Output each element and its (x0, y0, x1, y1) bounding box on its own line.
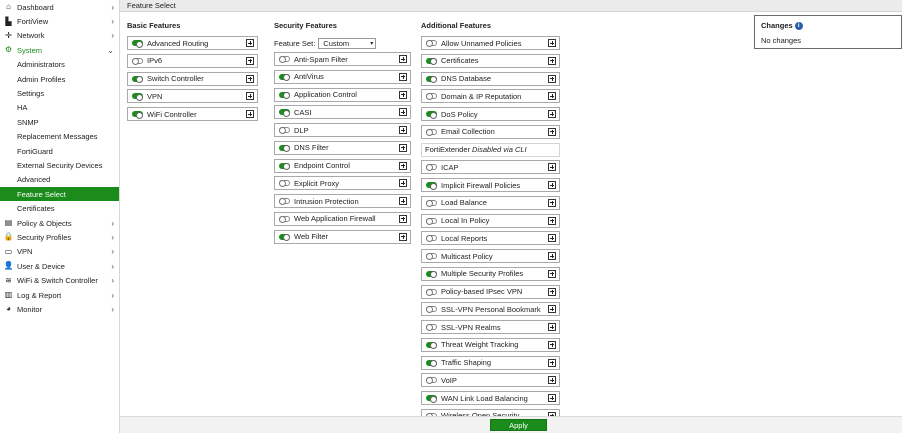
feature-row-casi (274, 105, 411, 119)
feature-label: Multicast Policy (441, 251, 493, 261)
sidebar-item-vpn[interactable] (0, 245, 119, 259)
feature-label: SSL-VPN Realms (441, 322, 501, 332)
sidebar-item-user-device[interactable] (0, 259, 119, 273)
feature-row-dlp (274, 123, 411, 137)
expand-plus-icon[interactable] (399, 215, 407, 223)
feature-row-ipv6 (127, 54, 258, 68)
sidebar-item-label: Advanced (17, 175, 51, 185)
sidebar-item-label: FortiGuard (17, 146, 53, 156)
feature-label: VPN (147, 91, 163, 101)
feature-toggle[interactable] (426, 289, 437, 295)
sidebar-item-label: SNMP (17, 117, 39, 127)
feature-toggle[interactable] (426, 111, 437, 117)
expand-plus-icon[interactable] (548, 341, 556, 349)
sidebar-item-ha[interactable] (0, 101, 119, 115)
expand-plus-icon[interactable] (548, 217, 556, 225)
feature-toggle[interactable] (132, 76, 143, 82)
sidebar-item-admin-profiles[interactable] (0, 72, 119, 86)
chevron-right-icon: › (111, 247, 114, 257)
feature-disabled-note: Disabled via CLI (472, 145, 527, 154)
sidebar-item-label: Policy & Objects (17, 218, 72, 228)
feature-toggle[interactable] (279, 180, 290, 186)
feature-label: VoIP (441, 375, 457, 385)
feature-label: FortiExtender (425, 145, 471, 154)
feature-row-explicit-proxy (274, 176, 411, 190)
changes-panel (754, 15, 902, 49)
pie-chart-icon: ◕ (6, 304, 11, 314)
expand-plus-icon[interactable] (246, 75, 254, 83)
expand-plus-icon[interactable] (399, 55, 407, 63)
feature-row-dos-policy (421, 107, 560, 121)
feature-row-local-in-policy (421, 214, 560, 228)
feature-label: Endpoint Control (294, 161, 350, 170)
dashboard-icon: ⌂ (6, 2, 11, 12)
feature-label: AntiVirus (294, 72, 324, 82)
expand-plus-icon[interactable] (548, 270, 556, 278)
feature-row-wan-link-load-balancing (421, 391, 560, 405)
sidebar-item-label: External Security Devices (17, 160, 103, 170)
feature-label: DNS Database (441, 74, 492, 83)
feature-toggle[interactable] (426, 324, 437, 330)
feature-label: DoS Policy (441, 109, 478, 119)
feature-label: IPv6 (147, 56, 163, 66)
feature-row-policy-based-ipsec-vpn (421, 285, 560, 299)
feature-label: SSL-VPN Personal Bookmark (441, 304, 541, 314)
chevron-right-icon: › (111, 218, 114, 228)
feature-toggle[interactable] (426, 200, 437, 206)
feature-row-local-reports (421, 231, 560, 245)
sidebar-item-label: Administrators (17, 60, 65, 70)
security-features-heading: Security Features (274, 21, 337, 30)
feature-toggle[interactable] (426, 395, 437, 401)
sidebar-item-snmp[interactable] (0, 115, 119, 129)
feature-label: Load Balance (441, 198, 487, 208)
feature-toggle[interactable] (426, 76, 437, 82)
feature-row-intrusion-protection (274, 194, 411, 208)
feature-label: Allow Unnamed Policies (441, 38, 522, 48)
feature-row-load-balance (421, 196, 560, 210)
main-content (120, 0, 902, 433)
sidebar-item-label: Feature Select (17, 189, 66, 199)
expand-plus-icon[interactable] (548, 128, 556, 136)
security-features-column (274, 20, 337, 32)
feature-label: Explicit Proxy (294, 178, 340, 188)
feature-toggle[interactable] (279, 109, 290, 115)
expand-plus-icon[interactable] (246, 92, 254, 100)
sidebar-item-label: User & Device (17, 261, 65, 271)
feature-label: DLP (294, 125, 309, 135)
sidebar-item-wifi-switch-controller[interactable] (0, 273, 119, 287)
expand-plus-icon[interactable] (548, 376, 556, 384)
expand-plus-icon[interactable] (399, 197, 407, 205)
sidebar-nav (0, 0, 120, 433)
sidebar-item-label: Security Profiles (17, 232, 72, 242)
feature-row-ssl-vpn-personal-bookmark (421, 302, 560, 316)
expand-plus-icon[interactable] (548, 252, 556, 260)
chevron-right-icon: › (111, 232, 114, 242)
feature-toggle[interactable] (279, 234, 290, 240)
sidebar-item-label: HA (17, 103, 28, 113)
chevron-right-icon: › (111, 2, 114, 12)
feature-label: Certificates (441, 56, 479, 66)
feature-row-allow-unnamed-policies (421, 36, 560, 50)
sidebar-item-dashboard[interactable] (0, 0, 119, 14)
feature-label: Traffic Shaping (441, 358, 492, 367)
sidebar-item-label: Replacement Messages (17, 132, 98, 142)
feature-row-antivirus (274, 70, 411, 84)
feature-toggle[interactable] (426, 253, 437, 259)
sidebar-item-log-report[interactable] (0, 288, 119, 302)
basic-features-heading: Basic Features (127, 21, 181, 30)
feature-label: CASI (294, 107, 312, 117)
feature-label: Switch Controller (147, 74, 204, 83)
feature-label: Implicit Firewall Policies (441, 180, 521, 190)
feature-label: WAN Link Load Balancing (441, 393, 528, 403)
feature-label: Web Filter (294, 232, 329, 241)
feature-toggle[interactable] (132, 93, 143, 99)
sidebar-item-label: Monitor (17, 304, 43, 314)
expand-plus-icon[interactable] (548, 359, 556, 367)
sidebar-item-label: Log & Report (17, 290, 62, 300)
sidebar-item-fortiguard[interactable] (0, 144, 119, 158)
feature-label: Local Reports (441, 233, 488, 243)
sidebar-item-label: System (17, 45, 43, 55)
additional-features-heading: Additional Features (421, 21, 492, 30)
monitor-icon: ▭ (4, 246, 13, 256)
feature-toggle[interactable] (132, 111, 143, 117)
feature-row-ssl-vpn-realms (421, 320, 560, 334)
feature-toggle[interactable] (279, 163, 290, 169)
network-icon: ✛ (5, 30, 12, 40)
feature-label: Local In Policy (441, 216, 490, 225)
chart-icon: ▥ (4, 290, 13, 299)
feature-row-application-control (274, 88, 411, 102)
feature-row-implicit-firewall-policies (421, 178, 560, 192)
feature-label: Threat Weight Tracking (441, 340, 519, 350)
sidebar-item-label: Certificates (17, 204, 55, 214)
feature-label: Policy-based IPsec VPN (441, 287, 523, 296)
expand-plus-icon[interactable] (548, 181, 556, 189)
feature-toggle[interactable] (426, 342, 437, 348)
feature-toggle[interactable] (426, 93, 437, 99)
feature-toggle[interactable] (426, 40, 437, 46)
feature-toggle[interactable] (279, 216, 290, 222)
sidebar-item-replacement-messages[interactable] (0, 130, 119, 144)
expand-plus-icon[interactable] (246, 57, 254, 65)
sidebar-item-advanced[interactable] (0, 173, 119, 187)
expand-plus-icon[interactable] (548, 323, 556, 331)
feature-toggle[interactable] (279, 56, 290, 62)
basic-features-column (127, 20, 180, 32)
feature-row-web-application-firewall (274, 212, 411, 226)
feature-toggle[interactable] (426, 271, 437, 277)
lock-icon: 🔒 (3, 232, 14, 242)
feature-row-endpoint-control (274, 159, 411, 173)
expand-plus-icon[interactable] (246, 110, 254, 118)
sidebar-item-system[interactable] (0, 43, 119, 57)
feature-label: Email Collection (441, 127, 495, 137)
sidebar-item-network[interactable] (0, 29, 119, 43)
feature-toggle[interactable] (426, 164, 437, 170)
expand-plus-icon[interactable] (548, 163, 556, 171)
expand-plus-icon[interactable] (548, 305, 556, 313)
chevron-right-icon: › (111, 17, 114, 27)
feature-row-vpn (127, 89, 258, 103)
feature-row-advanced-routing (127, 36, 258, 50)
changes-title: Changes (761, 21, 793, 30)
sidebar-item-label: FortiView (17, 17, 49, 27)
feature-set-select[interactable] (318, 38, 376, 49)
sidebar-item-label: WiFi & Switch Controller (17, 276, 98, 286)
feature-row-switch-controller (127, 72, 258, 86)
sidebar-item-fortiview[interactable] (0, 14, 119, 28)
gear-icon: ⚙ (4, 45, 13, 55)
additional-features-column (421, 20, 491, 32)
expand-plus-icon[interactable] (548, 39, 556, 47)
sidebar-item-label: Network (17, 31, 45, 41)
feature-label: Anti-Spam Filter (294, 54, 348, 64)
feature-set-value: Custom (323, 38, 350, 48)
page-title: Feature Select (120, 0, 902, 12)
sidebar-item-certificates[interactable] (0, 201, 119, 215)
feature-set-row (274, 37, 376, 49)
feature-row-email-collection (421, 125, 560, 139)
feature-label: Advanced Routing (147, 38, 209, 48)
feature-toggle[interactable] (279, 127, 290, 133)
feature-toggle[interactable] (132, 58, 143, 64)
expand-plus-icon[interactable] (548, 288, 556, 296)
feature-toggle[interactable] (426, 218, 437, 224)
sidebar-item-monitor[interactable] (0, 302, 119, 316)
feature-label: Application Control (294, 90, 357, 99)
feature-row-voip (421, 373, 560, 387)
feature-toggle[interactable] (279, 74, 290, 80)
feature-row-certificates (421, 54, 560, 68)
chevron-right-icon: › (111, 290, 114, 300)
user-icon: 👤 (3, 261, 14, 271)
feature-toggle[interactable] (279, 198, 290, 204)
sidebar-item-label: Dashboard (17, 2, 54, 12)
feature-scroll-area[interactable] (120, 0, 902, 414)
feature-toggle[interactable] (426, 182, 437, 188)
footer-bar (120, 416, 902, 433)
policy-icon: ▤ (4, 218, 13, 228)
sidebar-item-settings[interactable] (0, 86, 119, 100)
expand-plus-icon[interactable] (548, 110, 556, 118)
chevron-right-icon: › (111, 304, 114, 314)
feature-row-dns-filter (274, 141, 411, 155)
feature-set-label: Feature Set: (274, 38, 316, 48)
feature-label: Web Application Firewall (294, 214, 376, 224)
feature-toggle[interactable] (132, 40, 143, 46)
apply-button[interactable]: Apply (490, 419, 547, 431)
expand-plus-icon[interactable] (399, 233, 407, 241)
expand-plus-icon[interactable] (548, 394, 556, 402)
feature-row-threat-weight-tracking (421, 338, 560, 352)
feature-toggle[interactable] (426, 129, 437, 135)
feature-row-multicast-policy (421, 249, 560, 263)
chevron-right-icon: › (111, 31, 114, 41)
sidebar-item-security-profiles[interactable] (0, 230, 119, 244)
feature-toggle[interactable] (426, 360, 437, 366)
expand-plus-icon[interactable] (399, 162, 407, 170)
feature-toggle[interactable] (426, 235, 437, 241)
feature-row-traffic-shaping (421, 356, 560, 370)
feature-row-domain-ip-reputation (421, 89, 560, 103)
expand-plus-icon[interactable] (399, 73, 407, 81)
chevron-right-icon: › (111, 261, 114, 271)
feature-toggle[interactable] (279, 145, 290, 151)
expand-plus-icon[interactable] (548, 234, 556, 242)
sidebar-item-policy-objects[interactable] (0, 216, 119, 230)
sidebar-item-feature-select[interactable] (0, 187, 119, 201)
chevron-down-icon: ▾ (370, 40, 374, 47)
feature-row-multiple-security-profiles (421, 267, 560, 281)
feature-row-fortiextender (421, 143, 560, 157)
chevron-right-icon: › (111, 276, 114, 286)
feature-toggle[interactable] (426, 58, 437, 64)
feature-row-anti-spam-filter (274, 52, 411, 66)
feature-label: Domain & IP Reputation (441, 91, 522, 101)
feature-toggle[interactable] (426, 377, 437, 383)
feature-label: WiFi Controller (147, 109, 197, 119)
expand-plus-icon[interactable] (399, 144, 407, 152)
expand-plus-icon[interactable] (548, 199, 556, 207)
info-icon[interactable]: i (795, 22, 803, 30)
feature-label: Intrusion Protection (294, 196, 359, 206)
sidebar-item-external-security-devices[interactable] (0, 158, 119, 172)
expand-plus-icon[interactable] (399, 91, 407, 99)
expand-plus-icon[interactable] (548, 57, 556, 65)
feature-label: ICAP (441, 162, 459, 172)
expand-plus-icon[interactable] (399, 179, 407, 187)
sidebar-item-label: Admin Profiles (17, 74, 66, 84)
sidebar-item-administrators[interactable] (0, 58, 119, 72)
fortiview-icon: ▙ (5, 16, 12, 26)
expand-plus-icon[interactable] (548, 75, 556, 83)
feature-toggle[interactable] (279, 92, 290, 98)
expand-plus-icon[interactable] (548, 92, 556, 100)
expand-plus-icon[interactable] (399, 108, 407, 116)
feature-row-dns-database (421, 72, 560, 86)
wifi-icon: ≋ (5, 275, 12, 285)
feature-row-wifi-controller (127, 107, 258, 121)
expand-plus-icon[interactable] (246, 39, 254, 47)
sidebar-item-label: VPN (17, 247, 33, 257)
expand-plus-icon[interactable] (399, 126, 407, 134)
feature-label: Multiple Security Profiles (441, 269, 524, 279)
feature-row-icap (421, 160, 560, 174)
feature-label: DNS Filter (294, 143, 329, 153)
feature-row-web-filter (274, 230, 411, 244)
changes-status: No changes (761, 36, 802, 45)
feature-toggle[interactable] (426, 306, 437, 312)
chevron-down-icon: ⌄ (107, 45, 114, 55)
sidebar-item-label: Settings (17, 89, 45, 99)
